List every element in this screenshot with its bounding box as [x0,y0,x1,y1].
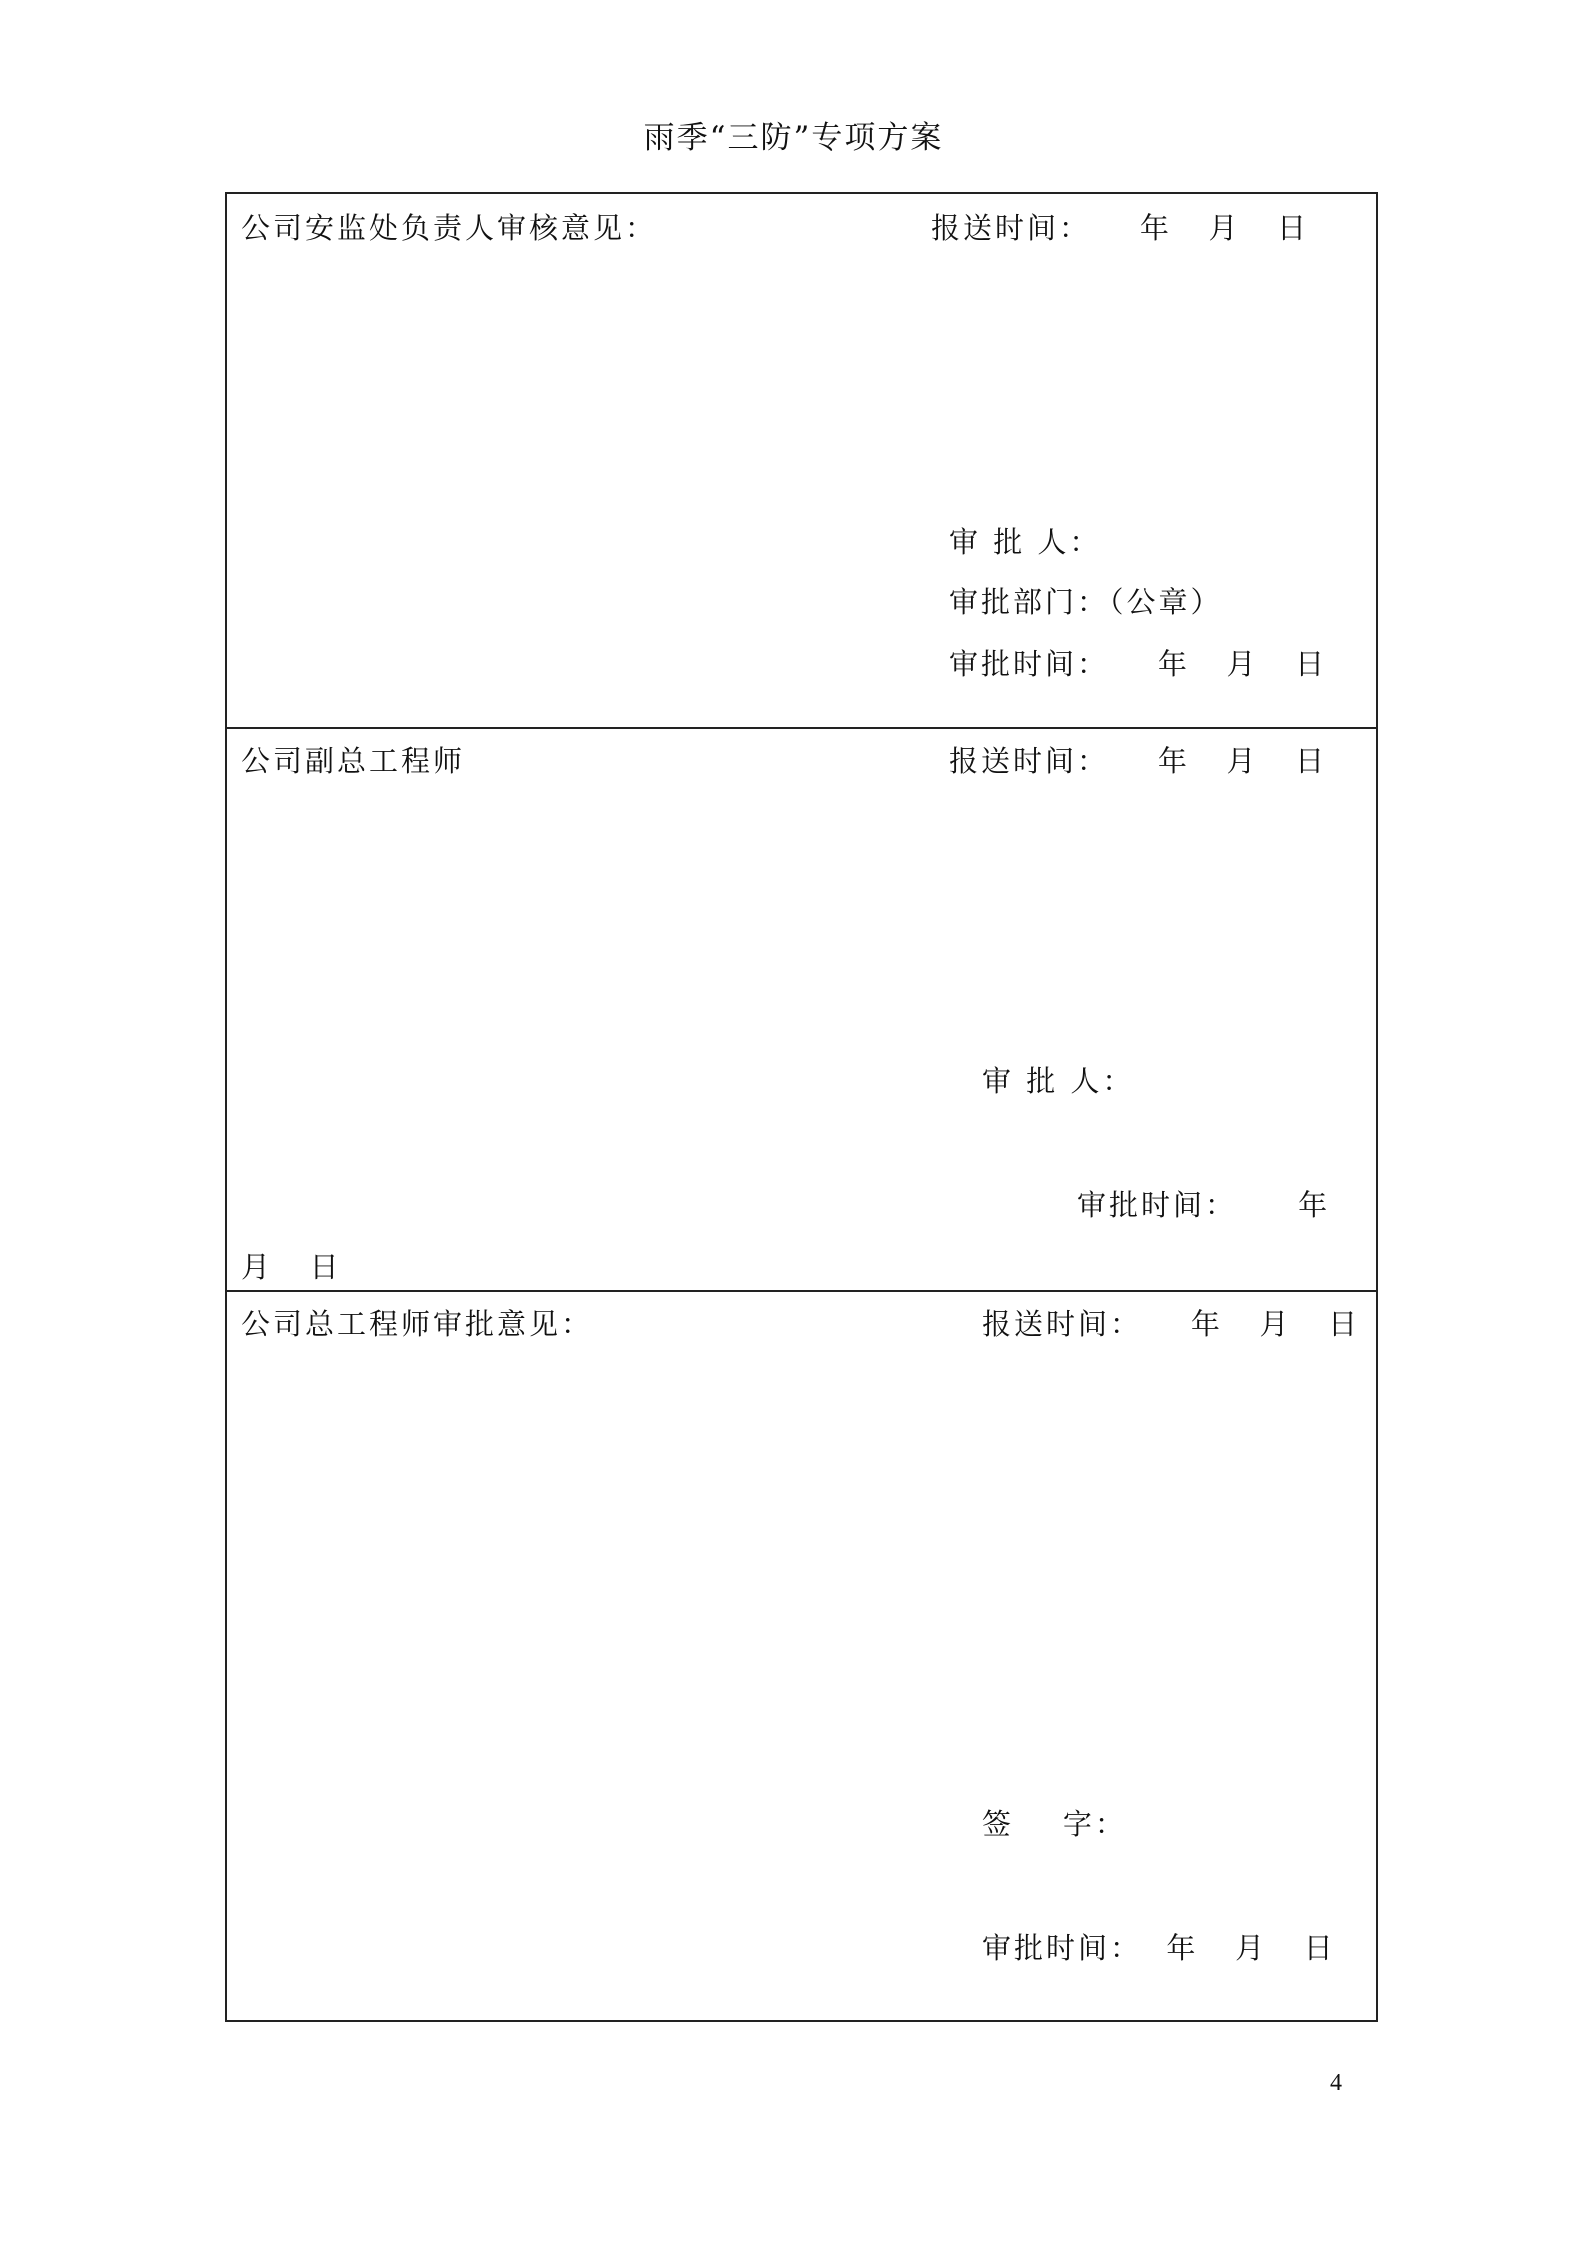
approval-time: 审批时间： 年 月 日 [982,1931,1336,1965]
report-time: 报送时间： 年 月 日 [982,1307,1361,1341]
report-time: 报送时间： 年 月 日 [949,744,1328,778]
signature-label: 签 字： [982,1807,1127,1841]
deputy-chief-engineer-section [227,727,1376,1290]
approval-form-table [225,192,1378,2022]
section-heading: 公司总工程师审批意见： [241,1307,594,1341]
page-header: 雨季“三防”专项方案 [643,120,944,156]
approval-dept-label: 审批部门：（公章） [949,585,1223,619]
report-time: 报送时间： 年 月 日 [931,211,1310,245]
approval-time: 审批时间： 年 月 日 [949,647,1328,681]
chief-engineer-section [227,1290,1376,2024]
approver-label: 审 批 人： [982,1064,1135,1098]
approval-time: 审批时间： 年 [1077,1188,1331,1222]
section-heading: 公司副总工程师 [241,744,466,778]
page-number: 4 [1330,2070,1342,2096]
approval-time-wrap: 月 日 [241,1250,342,1284]
safety-dept-review-section [227,194,1376,727]
approver-label: 审 批 人： [949,525,1102,559]
section-heading: 公司安监处负责人审核意见： [241,211,658,245]
